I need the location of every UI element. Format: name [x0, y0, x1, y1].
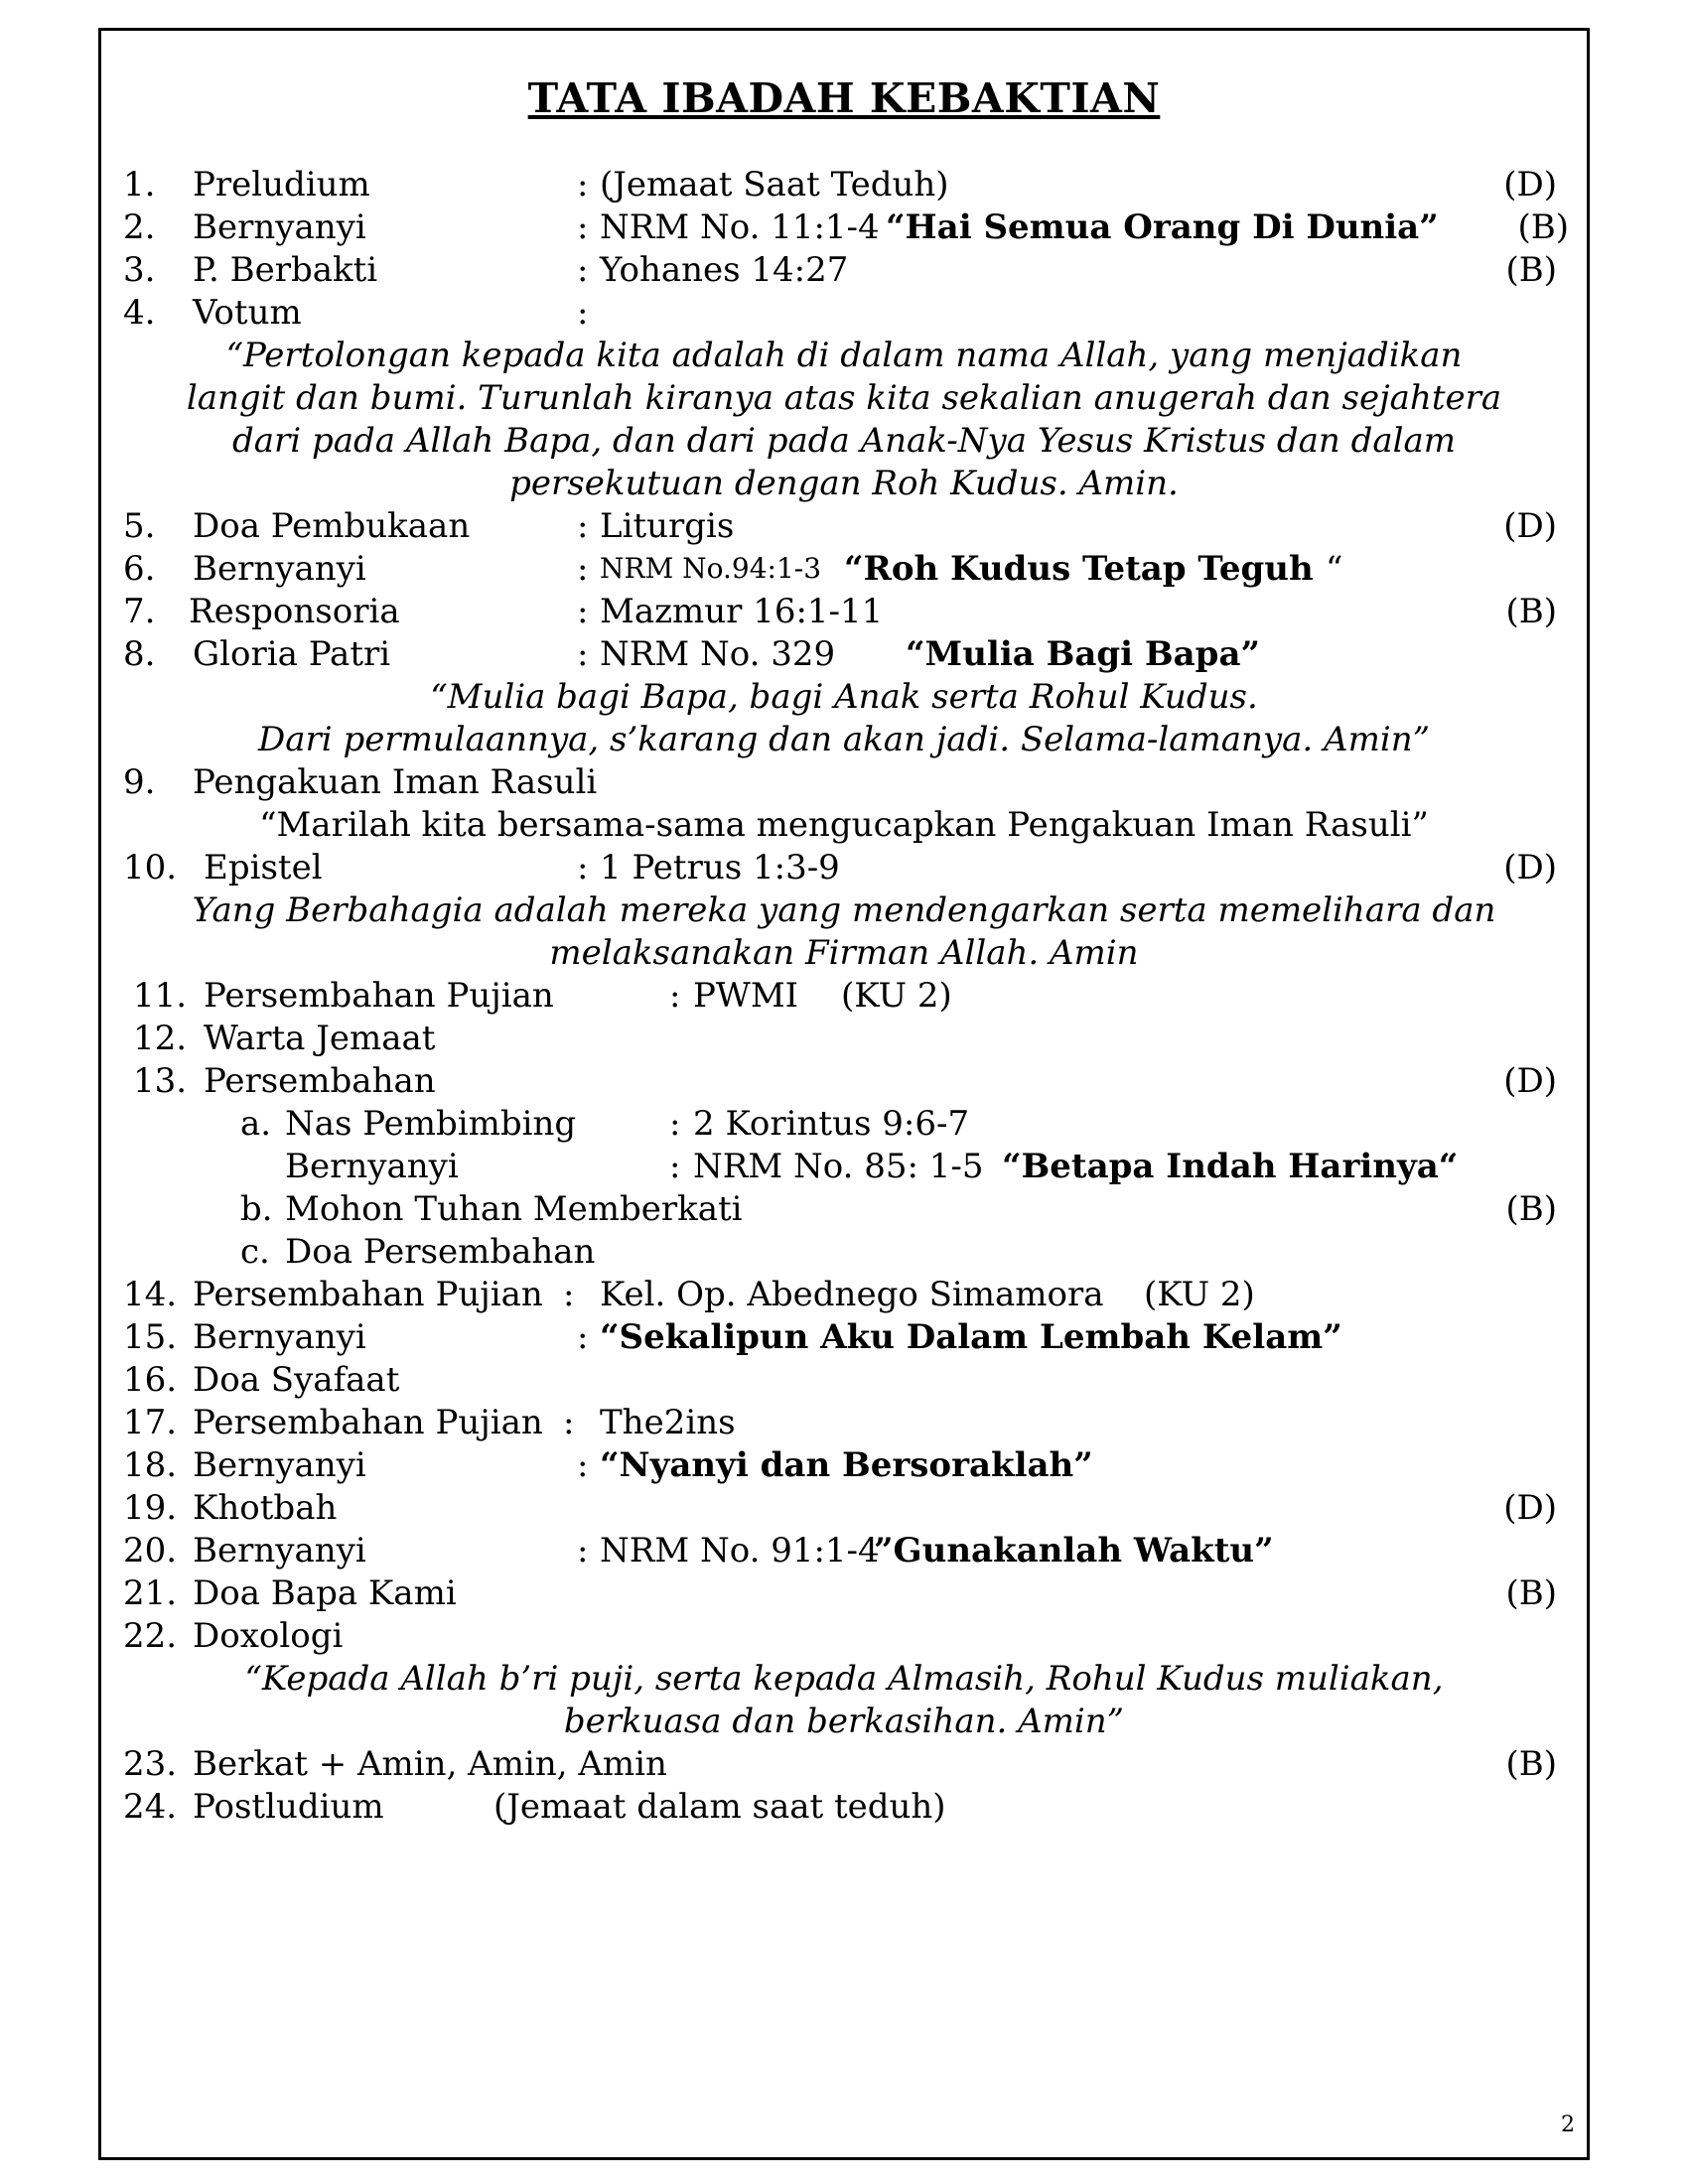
item-number: 16.	[123, 1360, 178, 1400]
song-title: “Betapa Indah Harinya“	[1002, 1147, 1459, 1186]
item-label: Bernyanyi	[285, 1147, 459, 1186]
votum-text-line: “Pertolongan kepada kita adalah di dalam nama Allah, yang menjadikan	[225, 336, 1463, 375]
song-title-end: “	[1326, 549, 1343, 589]
item-value: Mazmur 16:1-11	[600, 592, 884, 631]
item-label: Gloria Patri	[193, 634, 391, 674]
doxologi-text-line: berkuasa dan berkasihan. Amin”	[563, 1702, 1125, 1741]
item-label: Bernyanyi	[193, 1531, 366, 1570]
item-separator: :	[669, 1147, 681, 1186]
item-number: 20.	[123, 1531, 178, 1570]
item-label: Berkat + Amin, Amin, Amin	[193, 1744, 667, 1784]
item-value: 1 Petrus 1:3-9	[600, 848, 840, 887]
item-label: Bernyanyi	[193, 1317, 366, 1357]
item-number: 15.	[123, 1317, 178, 1357]
item-separator: :	[577, 250, 589, 290]
epistel-text-line: Yang Berbahagia adalah mereka yang mendengarkan serta memelihara dan	[192, 890, 1496, 930]
item-number: 6.	[123, 549, 156, 589]
votum-text-line: langit dan bumi. Turunlah kiranya atas kita sekalian anugerah dan sejahtera	[186, 378, 1502, 418]
item-mark: (D)	[1503, 1061, 1557, 1101]
item-number: 17.	[123, 1403, 178, 1442]
item-value: NRM No. 85: 1-5	[693, 1147, 984, 1186]
item-mark: (B)	[1505, 592, 1557, 631]
item-value: The2ins	[600, 1403, 736, 1442]
gloria-text-line: Dari permulaannya, s’karang dan akan jadi. Selama-lamanya. Amin”	[258, 720, 1430, 759]
doxologi-text-line: “Kepada Allah b’ri puji, serta kepada Almasih, Rohul Kudus muliakan,	[244, 1659, 1444, 1699]
item-label: P. Berbakti	[193, 250, 378, 290]
item-number: 3.	[123, 250, 156, 290]
item-value: PWMI	[693, 976, 799, 1016]
votum-text-line: dari pada Allah Bapa, dan dari pada Anak-Nya Yesus Kristus dan dalam	[231, 421, 1457, 461]
song-title: “Hai Semua Orang Di Dunia”	[886, 207, 1439, 247]
item-value: NRM No.94:1-3	[600, 552, 822, 585]
item-extra: (KU 2)	[1144, 1275, 1255, 1314]
song-title: ”Gunakanlah Waktu”	[874, 1531, 1274, 1570]
item-label: Doxologi	[193, 1616, 344, 1656]
item-value: NRM No. 91:1-4	[600, 1531, 880, 1570]
item-number: 23.	[123, 1744, 178, 1784]
song-title: “Sekalipun Aku Dalam Lembah Kelam”	[600, 1317, 1342, 1357]
item-separator: :	[577, 1531, 589, 1570]
item-mark: (D)	[1503, 1488, 1557, 1528]
item-label: Bernyanyi	[193, 549, 366, 589]
item-label: Doa Persembahan	[285, 1232, 596, 1272]
item-value: NRM No. 329	[600, 634, 836, 674]
item-separator: :	[577, 165, 589, 205]
item-number: 8.	[123, 634, 156, 674]
item-mark: (B)	[1517, 207, 1569, 247]
item-separator: :	[563, 1275, 575, 1314]
item-label: Epistel	[204, 848, 323, 887]
item-label: Preludium	[193, 165, 370, 205]
song-title: “Nyanyi dan Bersoraklah”	[600, 1445, 1093, 1485]
item-mark: (B)	[1505, 1744, 1557, 1784]
item-value: Yohanes 14:27	[600, 250, 849, 290]
item-separator: :	[577, 1445, 589, 1485]
item-label: Bernyanyi	[193, 207, 366, 247]
item-label: Doa Syafaat	[193, 1360, 400, 1400]
item-number: 1.	[123, 165, 156, 205]
item-value: NRM No. 11:1-4	[600, 207, 880, 247]
item-value: Kel. Op. Abednego Simamora	[600, 1275, 1104, 1314]
item-mark: (D)	[1503, 848, 1557, 887]
item-separator: :	[669, 976, 681, 1016]
item-label: Bernyanyi	[193, 1445, 366, 1485]
item-value: (Jemaat Saat Teduh)	[600, 165, 949, 205]
gloria-text-line: “Mulia bagi Bapa, bagi Anak serta Rohul Kudus.	[430, 677, 1258, 717]
item-number: 21.	[123, 1573, 178, 1613]
item-number: 12.	[133, 1019, 188, 1058]
item-separator: :	[577, 293, 589, 333]
item-value: (Jemaat dalam saat teduh)	[493, 1787, 946, 1827]
item-label: Mohon Tuhan Memberkati	[285, 1189, 743, 1229]
votum-text-line: persekutuan dengan Roh Kudus. Amin.	[509, 464, 1179, 503]
item-separator: :	[669, 1104, 681, 1144]
item-mark: (D)	[1503, 165, 1557, 205]
item-separator: :	[577, 634, 589, 674]
item-label: Votum	[193, 293, 302, 333]
item-value: 2 Korintus 9:6-7	[693, 1104, 970, 1144]
item-label: Persembahan	[204, 1061, 436, 1101]
item-separator: :	[577, 1317, 589, 1357]
item-extra: (KU 2)	[841, 976, 952, 1016]
item-separator: :	[577, 506, 589, 546]
item-mark: (B)	[1505, 1573, 1557, 1613]
item-number: 22.	[123, 1616, 178, 1656]
song-title: “Roh Kudus Tetap Teguh	[844, 549, 1314, 589]
item-label: Doa Bapa Kami	[193, 1573, 457, 1613]
page-number: 2	[1561, 2113, 1575, 2137]
song-title: “Mulia Bagi Bapa”	[906, 634, 1261, 674]
item-separator: :	[577, 207, 589, 247]
item-separator: :	[577, 549, 589, 589]
item-number: 24.	[123, 1787, 178, 1827]
item-label: Responsoria	[189, 592, 400, 631]
item-number: 7.	[123, 592, 156, 631]
item-label: Persembahan Pujian	[204, 976, 554, 1016]
item-number: 19.	[123, 1488, 178, 1528]
item-number: 5.	[123, 506, 156, 546]
item-separator: :	[563, 1403, 575, 1442]
item-label: Warta Jemaat	[204, 1019, 436, 1058]
item-number: 13.	[133, 1061, 188, 1101]
item-number: 14.	[123, 1275, 178, 1314]
item-label: Nas Pembimbing	[285, 1104, 577, 1144]
item-separator: :	[577, 592, 589, 631]
epistel-text-line: melaksanakan Firman Allah. Amin	[549, 933, 1139, 973]
item-label: Pengakuan Iman Rasuli	[193, 762, 598, 802]
item-number: 11.	[133, 976, 188, 1016]
item-label: Doa Pembukaan	[193, 506, 471, 546]
item-label: Postludium	[193, 1787, 384, 1827]
item-number: 4.	[123, 293, 156, 333]
sub-item-letter: c.	[240, 1232, 270, 1272]
item-separator: :	[577, 848, 589, 887]
sub-item-letter: a.	[240, 1104, 272, 1144]
sub-item-letter: b.	[240, 1189, 273, 1229]
item-mark: (B)	[1505, 250, 1557, 290]
item-number: 18.	[123, 1445, 178, 1485]
item-number: 10.	[123, 848, 178, 887]
item-mark: (B)	[1505, 1189, 1557, 1229]
pengakuan-text: “Marilah kita bersama-sama mengucapkan Pengakuan Iman Rasuli”	[259, 805, 1429, 845]
item-label: Persembahan Pujian	[193, 1275, 543, 1314]
item-value: Liturgis	[600, 506, 735, 546]
item-number: 9.	[123, 762, 156, 802]
page-title: TATA IBADAH KEBAKTIAN	[527, 74, 1161, 122]
item-number: 2.	[123, 207, 156, 247]
item-mark: (D)	[1503, 506, 1557, 546]
item-label: Persembahan Pujian	[193, 1403, 543, 1442]
page-frame	[98, 28, 1590, 2160]
item-label: Khotbah	[193, 1488, 338, 1528]
